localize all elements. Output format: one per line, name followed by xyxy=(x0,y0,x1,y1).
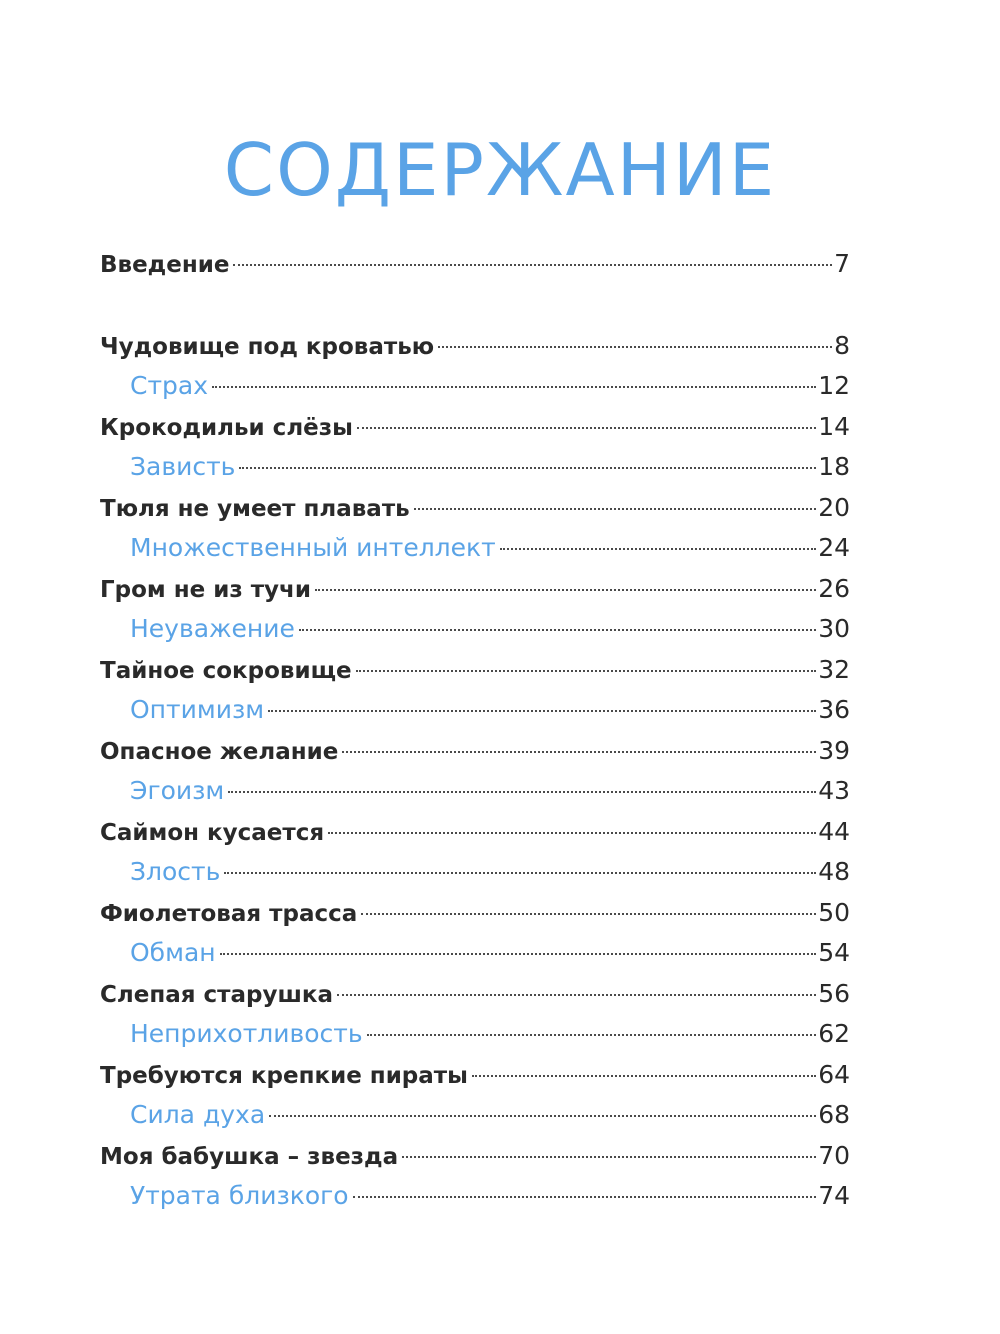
chapter-title: Опасное желание xyxy=(100,738,339,765)
page-number: 70 xyxy=(818,1140,850,1170)
dot-leader xyxy=(315,589,816,591)
toc-chapter-entry xyxy=(100,650,850,691)
dot-leader xyxy=(357,427,816,429)
dot-leader xyxy=(353,1196,817,1198)
page-number: 43 xyxy=(818,776,850,805)
dot-leader xyxy=(269,1115,816,1117)
dot-leader xyxy=(500,548,816,550)
page-number: 54 xyxy=(818,938,850,967)
page-number: 18 xyxy=(818,452,850,481)
dot-leader xyxy=(328,832,816,834)
topic-title: Страх xyxy=(130,371,209,400)
page-number: 44 xyxy=(818,816,850,846)
page-number: 14 xyxy=(818,411,850,441)
chapter-title: Требуются крепкие пираты xyxy=(100,1062,468,1089)
topic-title: Сила духа xyxy=(130,1100,266,1129)
dot-leader xyxy=(342,751,816,753)
page-number: 12 xyxy=(818,371,850,400)
page-number: 68 xyxy=(818,1100,850,1129)
chapter-title: Гром не из тучи xyxy=(100,576,311,603)
dot-leader xyxy=(224,872,816,874)
page-number: 32 xyxy=(818,654,850,684)
toc-topic-entry xyxy=(100,771,850,812)
page-number: 48 xyxy=(818,857,850,886)
toc-chapter-entry xyxy=(100,812,850,853)
topic-title: Утрата близкого xyxy=(130,1181,349,1210)
page-number: 8 xyxy=(834,330,850,360)
topic-title: Неприхотливость xyxy=(130,1019,363,1048)
dot-leader xyxy=(414,508,816,510)
dot-leader xyxy=(402,1156,816,1158)
page-number: 62 xyxy=(818,1019,850,1048)
toc-chapter-entry xyxy=(100,893,850,934)
toc-chapter-entry xyxy=(100,326,850,367)
table-of-contents xyxy=(100,244,850,1217)
chapter-title: Введение xyxy=(100,252,230,278)
topic-title: Зависть xyxy=(130,452,236,481)
toc-chapter-entry xyxy=(100,407,850,448)
page-title: СОДЕРЖАНИЕ xyxy=(223,128,777,212)
toc-chapter-entry xyxy=(100,244,850,285)
topic-title: Обман xyxy=(130,938,216,967)
toc-chapter-entry xyxy=(100,1136,850,1177)
dot-leader xyxy=(367,1034,817,1036)
toc-chapter-entry xyxy=(100,569,850,610)
chapter-title: Крокодильи слёзы xyxy=(100,414,353,441)
dot-leader xyxy=(472,1075,816,1077)
topic-title: Неуважение xyxy=(130,614,295,643)
toc-topic-entry xyxy=(100,1014,850,1055)
page-number: 36 xyxy=(818,695,850,724)
toc-topic-entry xyxy=(100,1176,850,1217)
topic-title: Злость xyxy=(130,857,221,886)
dot-leader xyxy=(268,710,816,712)
dot-leader xyxy=(299,629,816,631)
toc-chapter-entry xyxy=(100,1055,850,1096)
dot-leader xyxy=(337,994,816,996)
page-number: 7 xyxy=(834,249,850,278)
toc-topic-entry xyxy=(100,933,850,974)
chapter-title: Слепая старушка xyxy=(100,981,334,1008)
toc-topic-entry xyxy=(100,609,850,650)
chapter-title: Тайное сокровище xyxy=(100,657,352,684)
dot-leader xyxy=(239,467,816,469)
dot-leader xyxy=(356,670,817,672)
chapter-title: Чудовище под кроватью xyxy=(100,333,435,360)
page-number: 64 xyxy=(818,1059,850,1089)
page-number: 20 xyxy=(818,492,850,522)
dot-leader xyxy=(212,386,816,388)
toc-topic-entry xyxy=(100,690,850,731)
topic-title: Эгоизм xyxy=(130,776,225,805)
chapter-title: Саймон кусается xyxy=(100,819,325,846)
toc-chapter-entry xyxy=(100,974,850,1015)
toc-topic-entry xyxy=(100,528,850,569)
dot-leader xyxy=(361,913,816,915)
toc-topic-entry xyxy=(100,852,850,893)
dot-leader xyxy=(220,953,817,955)
chapter-title: Фиолетовая трасса xyxy=(100,900,358,927)
topic-title: Множественный интеллект xyxy=(130,533,496,562)
toc-chapter-entry xyxy=(100,731,850,772)
dot-leader xyxy=(438,346,832,348)
page-number: 30 xyxy=(818,614,850,643)
toc-topic-entry xyxy=(100,1095,850,1136)
dot-leader xyxy=(233,264,832,266)
page-number: 24 xyxy=(818,533,850,562)
page-number: 56 xyxy=(818,978,850,1008)
chapter-title: Моя бабушка – звезда xyxy=(100,1143,399,1170)
chapter-title: Тюля не умеет плавать xyxy=(100,495,410,522)
toc-chapter-entry xyxy=(100,488,850,529)
page-number: 74 xyxy=(818,1181,850,1210)
topic-title: Оптимизм xyxy=(130,695,265,724)
toc-topic-entry xyxy=(100,366,850,407)
dot-leader xyxy=(228,791,816,793)
toc-topic-entry xyxy=(100,447,850,488)
page-number: 26 xyxy=(818,573,850,603)
page-number: 50 xyxy=(818,897,850,927)
page-number: 39 xyxy=(818,735,850,765)
